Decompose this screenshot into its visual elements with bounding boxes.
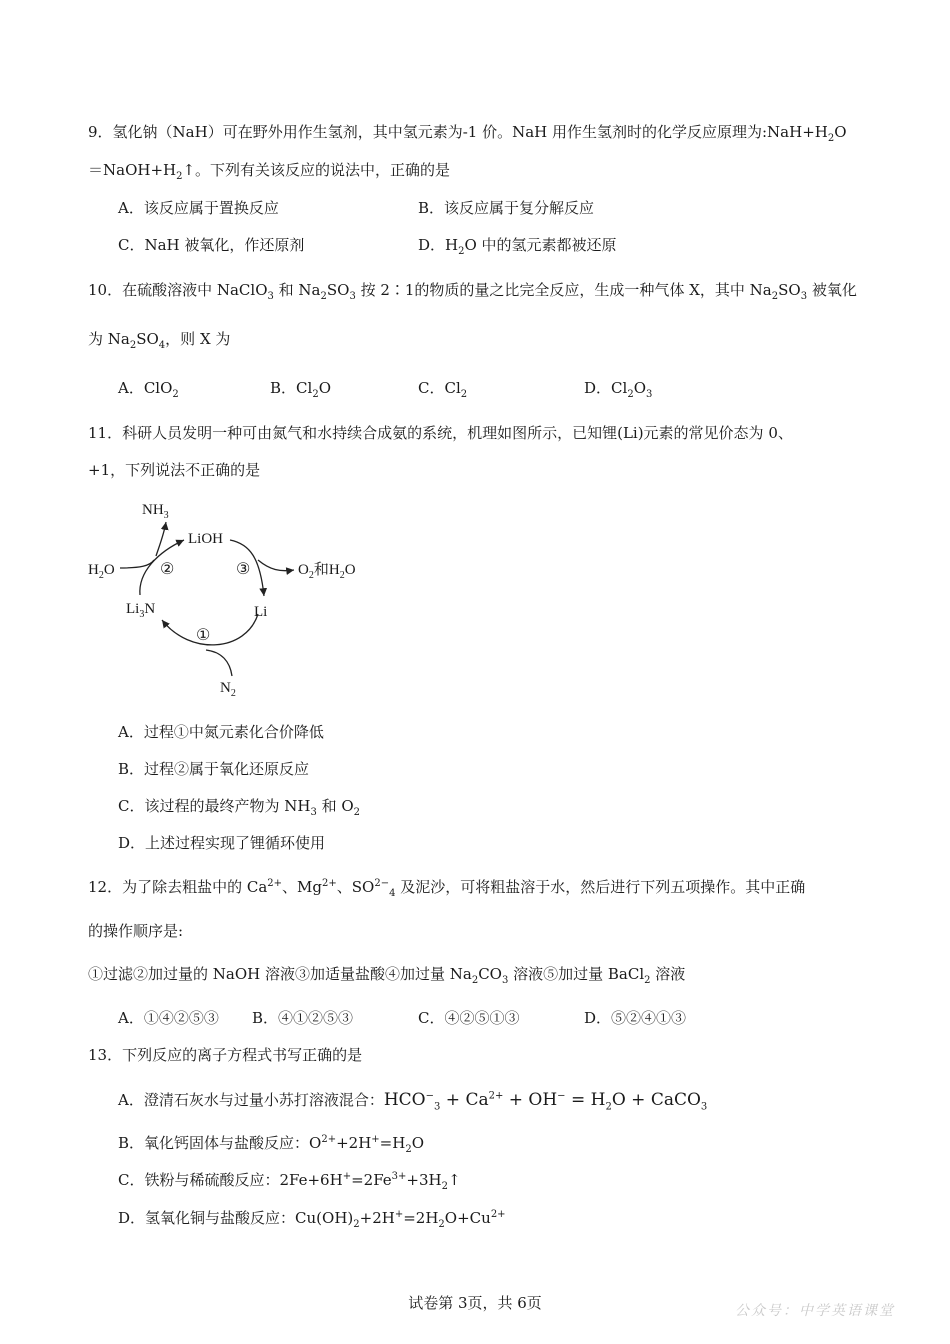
q12-option-d: D．⑤②④①③ — [584, 1009, 687, 1027]
q13-option-c: C．铁粉与稀硫酸反应：$2Fe+6H^+=2Fe^{3+}+3H_2↑$ — [118, 1171, 461, 1192]
q12-stem-line3: ①过滤②加过量的 NaOH 溶液③加适量盐酸④加过量 $Na_2CO_3$ 溶液⑤加过量 BaCl$_2$ 溶液 — [88, 965, 686, 986]
h2o-label: $H_2O$ — [88, 562, 115, 581]
q9-stem-line1: 9．氢化钠（NaH）可在野外用作生氢剂，其中氢元素为-1 价。NaH 用作生氢剂时的化学反应原理为$:NaH+H_2O$ — [88, 123, 847, 144]
lioh-label: LiOH — [188, 531, 223, 547]
q13-option-b: B．氧化钙固体与盐酸反应：$O^{2+}+2H^+=H_2O$ — [118, 1134, 425, 1155]
arrow-o2-out — [258, 560, 294, 571]
n2-label: $N_2$ — [220, 680, 236, 699]
q12-option-a: A．①④②⑤③ — [118, 1009, 219, 1027]
q12-option-b: B．④①②⑤③ — [252, 1009, 354, 1027]
q12-stem-line1: 12．为了除去粗盐中的 $Ca^{2+}$、$Mg^{2+}$、$SO^{2-}_4$ 及泥沙，可将粗盐溶于水，然后进行下列五项操作。其中正确 — [88, 878, 806, 899]
q11-option-b: B．过程②属于氧化还原反应 — [118, 760, 310, 778]
arrow-n2-in — [206, 650, 232, 676]
q13-stem: 13．下列反应的离子方程式书写正确的是 — [88, 1046, 363, 1064]
q10-stem-line1: 10．在硫酸溶液中 NaClO$_3$ 和 $Na_2SO_3$ 按 2∶1的物质的量之比完全反应，生成一种气体 X，其中 $Na_2SO_3$ 被氧化 — [88, 281, 857, 302]
q10-option-d: D．$Cl_2O_3$ — [584, 379, 653, 400]
q13-option-d: D．氢氧化铜与盐酸反应：$Cu(OH)_2+2H^+=2H_2O+Cu^{2+}$ — [118, 1209, 506, 1230]
q11-stem-line1: 11．科研人员发明一种可由氮气和水持续合成氨的系统，机理如图所示，已知锂(Li)元素的常见价态为 0、 — [88, 424, 793, 442]
lithium-cycle-diagram — [80, 492, 380, 704]
q10-option-c: C．$Cl_2$ — [418, 379, 468, 400]
step2-label: ② — [160, 561, 175, 578]
q9-stem-line2: $=NaOH+H_2↑$。下列有关该反应的说法中，正确的是 — [88, 161, 451, 182]
q11-option-d: D．上述过程实现了锂循环使用 — [118, 834, 326, 852]
q11-stem-line2: +1，下列说法不正确的是 — [88, 461, 261, 479]
q9-option-a: A．该反应属于置换反应 — [118, 199, 279, 217]
o2-h2o-label: $O_2$和$H_2O$ — [298, 562, 356, 581]
q12-stem-line2: 的操作顺序是: — [88, 922, 184, 940]
q10-stem-line2: 为 $Na_2SO_4$，则 X 为 — [88, 330, 231, 351]
q10-option-a: A．ClO$_2$ — [118, 379, 179, 400]
li-label: Li — [254, 604, 268, 620]
q11-option-a: A．过程①中氮元素化合价降低 — [118, 723, 324, 741]
q12-option-c: C．④②⑤①③ — [418, 1009, 520, 1027]
q9-option-b: B．该反应属于复分解反应 — [418, 199, 595, 217]
page-footer: 试卷第 3页，共 6页 — [408, 1294, 542, 1312]
q9-option-c: C．NaH 被氧化，作还原剂 — [118, 236, 305, 254]
watermark: 公众号：中学英语课堂 — [735, 1303, 895, 1319]
li3n-label: $Li_3N$ — [126, 601, 156, 620]
q11-option-c: C．该过程的最终产物为 $NH_3$ 和 $O_2$ — [118, 797, 361, 818]
step3-label: ③ — [236, 561, 251, 578]
q10-option-b: B．$Cl_2O$ — [270, 379, 331, 400]
nh3-label: $NH_3$ — [142, 502, 169, 521]
q9-option-d: D．$H_2O$ 中的氢元素都被还原 — [418, 236, 617, 257]
q13-option-a: A．澄清石灰水与过量小苏打溶液混合：$HCO^-_3 + Ca^{2+} + OH^- = H_2O$ + CaCO$_3$ — [118, 1090, 708, 1113]
step1-label: ① — [196, 627, 211, 644]
